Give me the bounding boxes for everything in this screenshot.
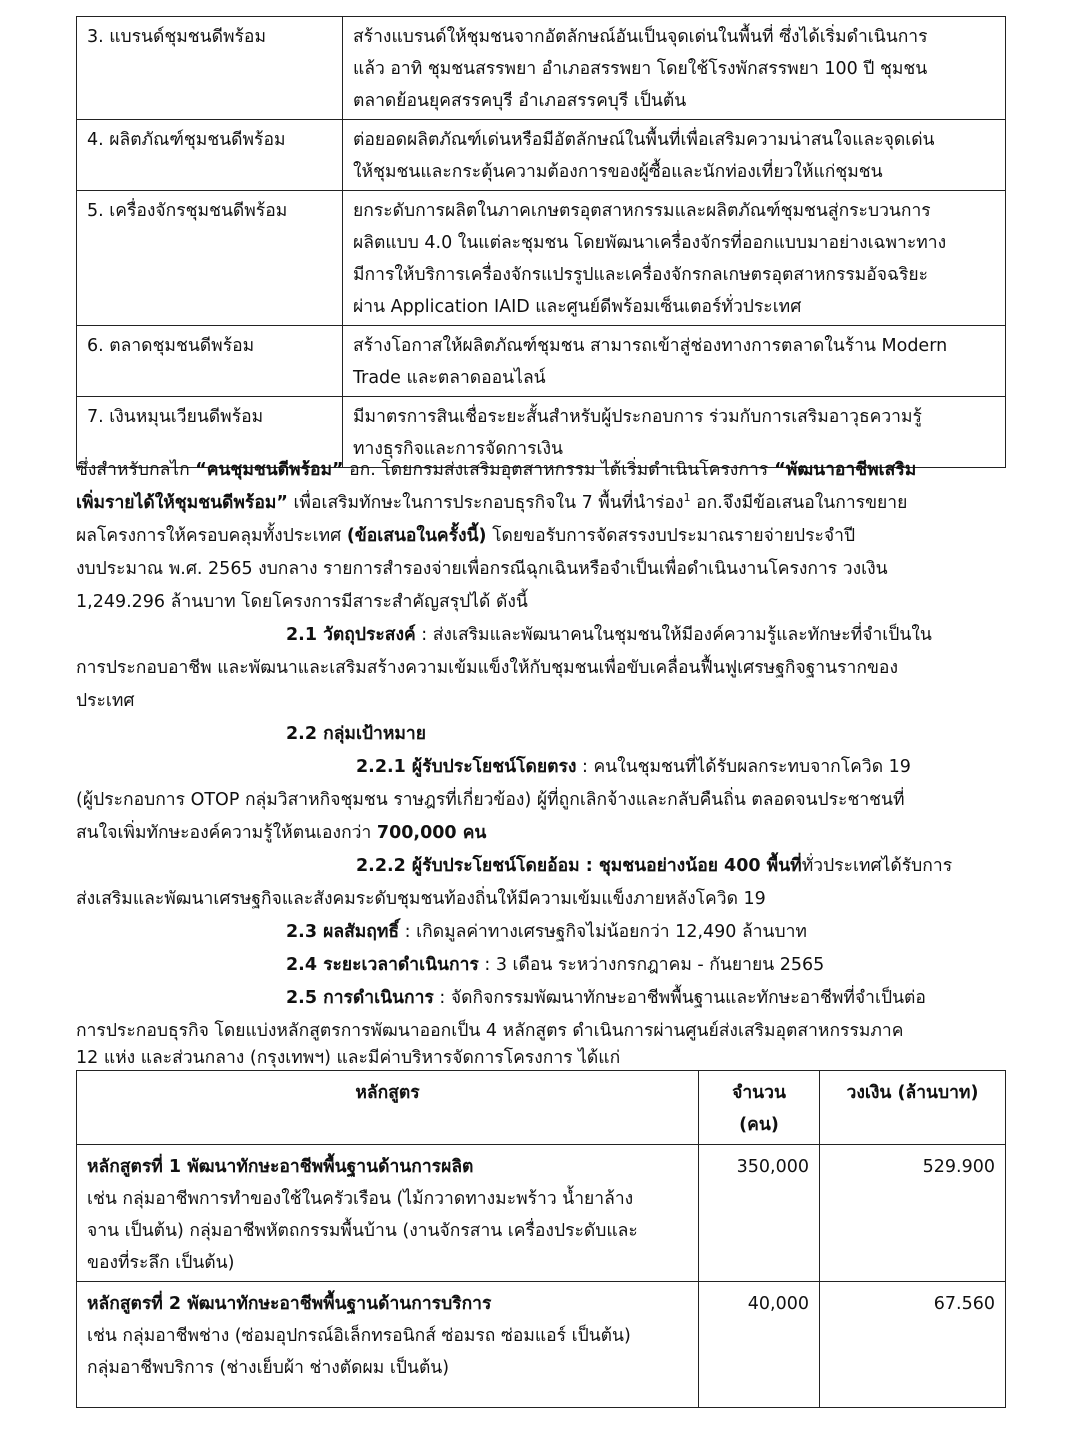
text-line: ยกระดับการผลิตในภาคเกษตรอุตสาหกรรมและผลิตภัณฑ์ชุมชนสู่กระบวนการ	[353, 201, 931, 221]
text-line: ต่อยอดผลิตภัณฑ์เด่นหรือมีอัตลักษณ์ในพื้นที่เพื่อเสริมความน่าสนใจและจุดเด่น	[353, 130, 935, 150]
course-count: 350,000	[699, 1145, 820, 1282]
strategy-description	[343, 191, 1006, 326]
outcome-line: 2.3 ผลสัมฤทธิ์ : เกิดมูลค่าทางเศรษฐกิจไม่น้อยกว่า 12,490 ล้านบาท	[286, 922, 807, 942]
course-budget: 67.560	[820, 1282, 1006, 1408]
course-budget: 529.900	[820, 1145, 1006, 1282]
course-count: 40,000	[699, 1282, 820, 1408]
text-line: แล้ว อาทิ ชุมชนสรรพยา อำเภอสรรพยา โดยใช้โรงพักสรรพยา 100 ปี ชุมชน	[353, 59, 928, 79]
text-line: ทางธุรกิจและการจัดการเงิน	[353, 439, 563, 459]
table-row	[77, 191, 1006, 326]
objective-line: ประเทศ	[76, 691, 135, 711]
text-line: มีมาตรการสินเชื่อระยะสั้นสำหรับผู้ประกอบการ ร่วมกับการเสริมอาวุธความรู้	[353, 407, 922, 427]
target-direct-line: (ผู้ประกอบการ OTOP กลุ่มวิสาหกิจชุมชน ราษฎรที่เกี่ยวข้อง) ผู้ที่ถูกเลิกจ้างและกลับคืนถิ่น ตลอดจนประชาชนที่	[76, 790, 905, 810]
course-cell	[77, 1282, 699, 1408]
strategy-table	[76, 16, 1006, 468]
text-line: สร้างแบรนด์ให้ชุมชนจากอัตลักษณ์อันเป็นจุดเด่นในพื้นที่ ซึ่งได้เริ่มดำเนินการ	[353, 27, 928, 47]
text-line: ของที่ระลึก เป็นต้น)	[87, 1253, 235, 1273]
intro-line: เพิ่มรายได้ให้ชุมชนดีพร้อม” เพื่อเสริมทักษะในการประกอบธุรกิจใน 7 พื้นที่นำร่อง$^1$ อก.จึงมีข้อเสนอในการขยาย	[76, 491, 908, 513]
course-table	[76, 1070, 1006, 1408]
operation-line: 2.5 การดำเนินการ : จัดกิจกรรมพัฒนาทักษะอาชีพพื้นฐานและทักษะอาชีพที่จำเป็นต่อ	[286, 988, 926, 1008]
duration-line: 2.4 ระยะเวลาดำเนินการ : 3 เดือน ระหว่างกรกฎาคม - กันยายน 2565	[286, 955, 825, 975]
course-cell	[77, 1145, 699, 1282]
header-course: หลักสูตร	[77, 1071, 699, 1145]
header-count: จำนวน (คน)	[699, 1071, 820, 1145]
objective-line: 2.1 วัตถุประสงค์ : ส่งเสริมและพัฒนาคนในชุมชนให้มีองค์ความรู้และทักษะที่จำเป็นใน	[286, 625, 932, 645]
target-indirect-line: 2.2.2 ผู้รับประโยชน์โดยอ้อม : ชุมชนอย่างน้อย 400 พื้นที่ทั่วประเทศได้รับการ	[356, 856, 953, 876]
course-title: หลักสูตรที่ 1 พัฒนาทักษะอาชีพพื้นฐานด้านการผลิต	[87, 1157, 474, 1177]
table-row	[77, 1145, 1006, 1282]
operation-line: การประกอบธุรกิจ โดยแบ่งหลักสูตรการพัฒนาออกเป็น 4 หลักสูตร ดำเนินการผ่านศูนย์ส่งเสริมอุตสาหกรรมภาค	[76, 1021, 904, 1041]
text-line: ให้ชุมชนและกระตุ้นความต้องการของผู้ซื้อและนักท่องเที่ยวให้แก่ชุมชน	[353, 162, 883, 182]
intro-line: 1,249.296 ล้านบาท โดยโครงการมีสาระสำคัญสรุปได้ ดังนี้	[76, 592, 528, 612]
objective-line: การประกอบอาชีพ และพัฒนาและเสริมสร้างความเข้มแข็งให้กับชุมชนเพื่อขับเคลื่อนฟื้นฟูเศรษฐกิจฐานรากของ	[76, 658, 898, 678]
target-direct-line: สนใจเพิ่มทักษะองค์ความรู้ให้ตนเองกว่า 700,000 คน	[76, 823, 487, 843]
table-row	[77, 17, 1006, 120]
intro-line: ผลโครงการให้ครอบคลุมทั้งประเทศ (ข้อเสนอในครั้งนี้) โดยขอรับการจัดสรรงบประมาณรายจ่ายประจำปี	[76, 526, 856, 546]
strategy-item: 5. เครื่องจักรชุมชนดีพร้อม	[77, 191, 343, 326]
table-row	[77, 326, 1006, 397]
text-line: ตลาดย้อนยุคสรรคบุรี อำเภอสรรคบุรี เป็นต้น	[353, 91, 687, 111]
strategy-item: 3. แบรนด์ชุมชนดีพร้อม	[77, 17, 343, 120]
target-direct-line: 2.2.1 ผู้รับประโยชน์โดยตรง : คนในชุมชนที่ได้รับผลกระทบจากโควิด 19	[356, 757, 911, 777]
strategy-item: 7. เงินหมุนเวียนดีพร้อม	[77, 397, 343, 468]
footnote-mark: 1	[683, 491, 691, 505]
text-line: สร้างโอกาสให้ผลิตภัณฑ์ชุมชน สามารถเข้าสู่ช่องทางการตลาดในร้าน Modern	[353, 336, 948, 356]
strategy-item: 4. ผลิตภัณฑ์ชุมชนดีพร้อม	[77, 120, 343, 191]
intro-line: งบประมาณ พ.ศ. 2565 งบกลาง รายการสำรองจ่ายเพื่อกรณีฉุกเฉินหรือจำเป็นเพื่อดำเนินงานโครงการ วงเงิน	[76, 559, 888, 579]
strategy-description	[343, 326, 1006, 397]
text-line: กลุ่มอาชีพบริการ (ช่างเย็บผ้า ช่างตัดผม เป็นต้น)	[87, 1358, 450, 1378]
target-heading: 2.2 กลุ่มเป้าหมาย	[286, 724, 427, 744]
target-indirect-line: ส่งเสริมและพัฒนาเศรษฐกิจและสังคมระดับชุมชนท้องถิ่นให้มีความเข้มแข็งภายหลังโควิด 19	[76, 889, 766, 909]
course-title: หลักสูตรที่ 2 พัฒนาทักษะอาชีพพื้นฐานด้านการบริการ	[87, 1294, 492, 1314]
intro-line: ซึ่งสำหรับกลไก “คนชุมชนดีพร้อม” อก. โดยกรมส่งเสริมอุตสาหกรรม ได้เริ่มดำเนินโครงการ “พัฒนาอาชีพเสริม	[76, 460, 917, 480]
text-line: ผลิตแบบ 4.0 ในแต่ละชุมชน โดยพัฒนาเครื่องจักรที่ออกแบบมาอย่างเฉพาะทาง	[353, 233, 947, 253]
text-line: จาน เป็นต้น) กลุ่มอาชีพหัตถกรรมพื้นบ้าน (งานจักรสาน เครื่องประดับและ	[87, 1221, 638, 1241]
text-line: เช่น กลุ่มอาชีพช่าง (ซ่อมอุปกรณ์อิเล็กทรอนิกส์ ซ่อมรถ ซ่อมแอร์ เป็นต้น)	[87, 1326, 631, 1346]
header-budget: วงเงิน (ล้านบาท)	[820, 1071, 1006, 1145]
text-line: เช่น กลุ่มอาชีพการทำของใช้ในครัวเรือน (ไม้กวาดทางมะพร้าว น้ำยาล้าง	[87, 1189, 634, 1209]
table-header-row	[77, 1071, 1006, 1145]
operation-line: 12 แห่ง และส่วนกลาง (กรุงเทพฯ) และมีค่าบริหารจัดการโครงการ ได้แก่	[76, 1048, 621, 1068]
text-line: ผ่าน Application IAID และศูนย์ดีพร้อมเซ็นเตอร์ทั่วประเทศ	[353, 297, 802, 317]
strategy-description	[343, 120, 1006, 191]
table-row	[77, 1282, 1006, 1408]
strategy-description	[343, 17, 1006, 120]
strategy-item: 6. ตลาดชุมชนดีพร้อม	[77, 326, 343, 397]
text-line: มีการให้บริการเครื่องจักรแปรรูปและเครื่องจักรกลเกษตรอุตสาหกรรมอัจฉริยะ	[353, 265, 929, 285]
text-line: Trade และตลาดออนไลน์	[353, 368, 546, 388]
table-row	[77, 120, 1006, 191]
